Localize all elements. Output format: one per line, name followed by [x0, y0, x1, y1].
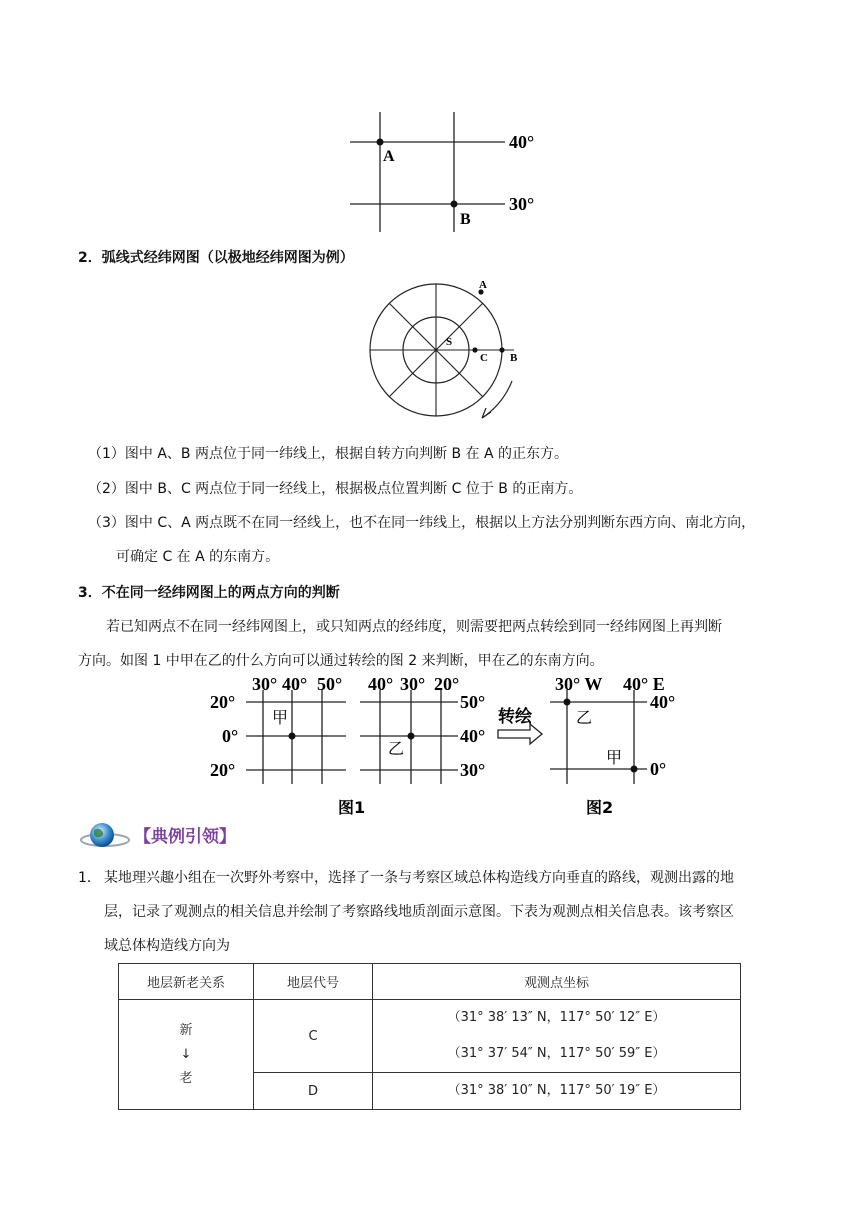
fig1-caption: 图1	[338, 798, 366, 817]
example-section-title: 【典例引领】	[134, 827, 236, 847]
rotation-arrow	[482, 381, 512, 418]
coord-value: （31° 37′ 54″ N，117° 50′ 59″ E）	[447, 1046, 666, 1061]
fig1-fig2-figure	[200, 672, 690, 822]
fig1-right-side-40: 40°	[460, 726, 486, 746]
coord-value: （31° 38′ 13″ N，117° 50′ 12″ E）	[447, 1010, 666, 1025]
fig1-right-top-30: 30°	[400, 674, 426, 694]
fig1-right-top-40: 40°	[368, 674, 394, 694]
point-label-b: B	[460, 211, 471, 228]
polar-label-a: A	[479, 279, 487, 291]
fig2-label-yi: 乙	[576, 708, 593, 727]
fig1-left-top-30: 30°	[252, 674, 278, 694]
fig1-left-top-50: 50°	[317, 674, 343, 694]
fig1-left-grid	[246, 690, 346, 784]
fig2-point-yi	[564, 699, 571, 706]
header-coords: 观测点坐标	[373, 964, 741, 1000]
globe-icon	[76, 820, 138, 854]
fig1-point-yi	[408, 733, 415, 740]
fig2-top-right: 40° E	[623, 674, 665, 694]
fig2-grid	[550, 690, 647, 784]
fig2-caption: 图2	[586, 798, 614, 817]
fig1-point-jia	[289, 733, 296, 740]
fig2-side-40: 40°	[650, 692, 676, 712]
relation-old: 老	[179, 1070, 193, 1086]
question-line3: 域总体构造线方向为	[104, 938, 230, 954]
transfer-arrow	[498, 724, 542, 744]
relation-arrow: ↓	[180, 1046, 192, 1062]
coords-cell	[373, 1073, 741, 1110]
section3-para-line1: 若已知两点不在同一经纬网图上，或只知两点的经纬度，则需要把两点转绘到同一经纬网图上再判断	[106, 619, 722, 635]
section2-item-1: （1）图中 A、B 两点位于同一纬线上，根据自转方向判断 B 在 A 的正东方。	[88, 446, 568, 462]
question-line2: 层，记录了观测点的相关信息并绘制了考察路线地质剖面示意图。下表为观测点相关信息表。该考察区	[104, 904, 734, 920]
question-line1: 某地理兴趣小组在一次野外考察中，选择了一条与考察区域总体构造线方向垂直的路线，观测出露的地	[104, 870, 734, 886]
lat-label-30: 30°	[509, 194, 535, 214]
polar-label-b: B	[510, 352, 518, 364]
point-b	[451, 201, 458, 208]
point-a	[377, 139, 384, 146]
fig1-right-grid	[360, 690, 458, 784]
fig2-point-jia	[631, 766, 638, 773]
section3-para-line2: 方向。如图 1 中甲在乙的什么方向可以通过转绘的图 2 来判断，甲在乙的东南方向。	[78, 653, 604, 669]
question-number: 1．	[78, 870, 101, 886]
fig1-left-top-40: 40°	[282, 674, 308, 694]
table-header-row	[119, 964, 741, 1000]
fig2-label-jia: 甲	[606, 748, 623, 767]
section3-heading: 3．不在同一经纬网图上的两点方向的判断	[78, 585, 340, 601]
lat-label-40: 40°	[509, 132, 535, 152]
polar-label-c: C	[480, 352, 488, 364]
code-cell: C	[254, 1000, 373, 1073]
fig1-left-side-0: 0°	[222, 726, 239, 746]
relation-new: 新	[179, 1022, 193, 1038]
polar-label-s: S	[446, 336, 453, 348]
header-relation: 地层新老关系	[119, 964, 254, 1000]
header-code: 地层代号	[254, 964, 373, 1000]
arrow-label: 转绘	[498, 707, 532, 727]
section2-heading: 2．弧线式经纬网图（以极地经纬网图为例）	[78, 250, 354, 266]
table-row	[119, 1000, 741, 1073]
code-cell: D	[254, 1073, 373, 1110]
polar-point-b	[499, 347, 504, 352]
section2-item-2: （2）图中 B、C 两点位于同一经线上，根据极点位置判断 C 位于 B 的正南方。	[88, 481, 583, 497]
polar-point-c	[472, 347, 477, 352]
fig1-right-side-30: 30°	[460, 760, 486, 780]
fig2-side-0: 0°	[650, 759, 667, 779]
fig1-label-jia: 甲	[272, 708, 289, 727]
coord-value: （31° 38′ 10″ N，117° 50′ 19″ E）	[447, 1083, 666, 1098]
section2-item-3-cont: 可确定 C 在 A 的东南方。	[116, 549, 280, 565]
fig1-label-yi: 乙	[388, 739, 405, 758]
polar-grid-figure	[360, 275, 535, 425]
fig1-right-top-20: 20°	[434, 674, 460, 694]
fig1-left-side-20n: 20°	[210, 692, 236, 712]
fig1-left-side-20s: 20°	[210, 760, 236, 780]
point-label-a: A	[383, 148, 395, 165]
relation-cell	[119, 1000, 254, 1110]
fig2-top-left: 30° W	[555, 674, 603, 694]
observation-table	[118, 963, 741, 1110]
coords-cell	[373, 1000, 741, 1073]
rect-grid-figure	[340, 108, 550, 233]
section2-item-3: （3）图中 C、A 两点既不在同一经线上，也不在同一纬线上，根据以上方法分别判断东西方向、南北方向，	[88, 515, 756, 531]
fig1-right-side-50: 50°	[460, 692, 486, 712]
